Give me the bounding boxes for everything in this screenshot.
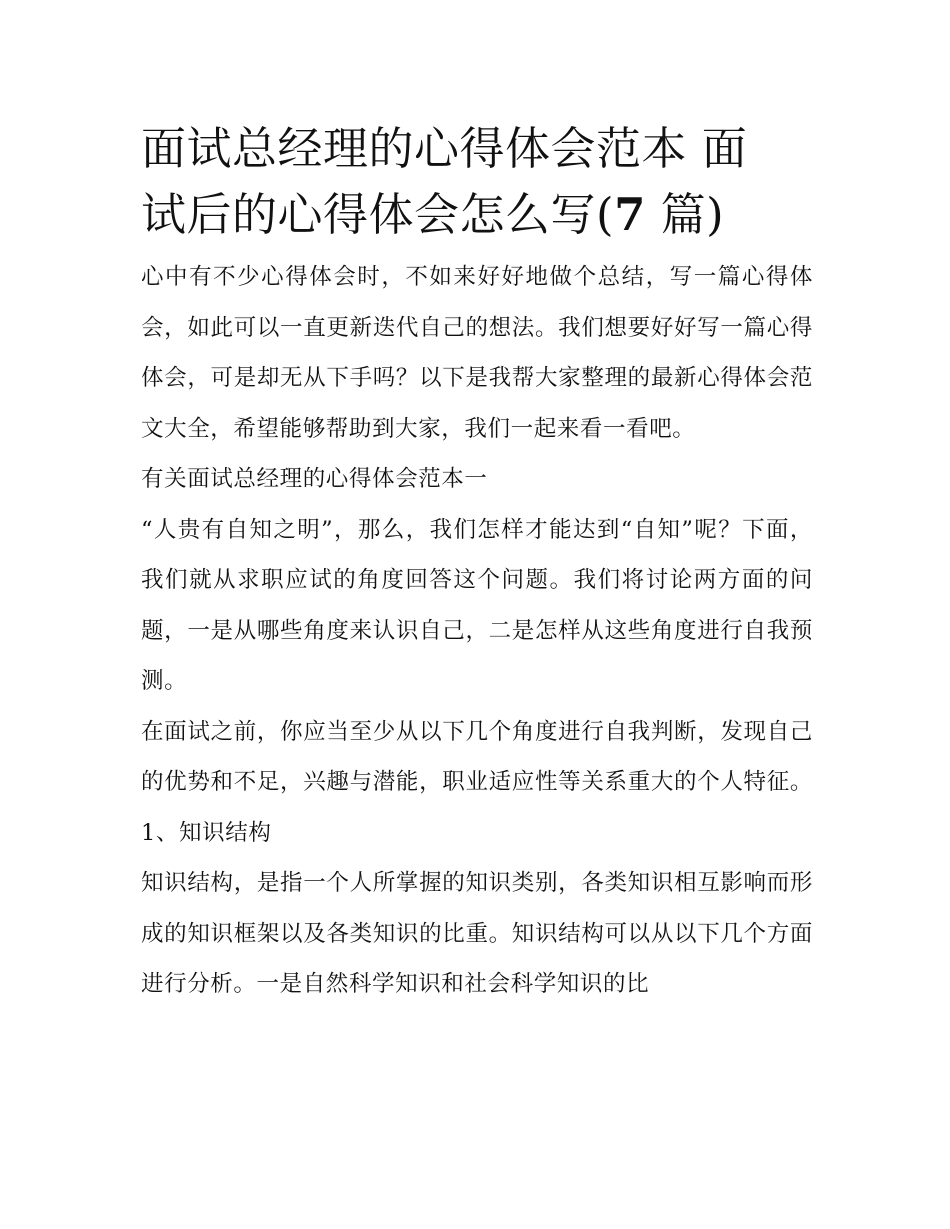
self-assessment-paragraph: 在面试之前，你应当至少从以下几个角度进行自我判断，发现自己的优势和不足，兴趣与潜能，职业适应性等关系重大的个人特征。 1、知识结构 [141, 718, 813, 846]
document-body [141, 116, 813, 1010]
title-line-2-end: 篇) [645, 188, 725, 241]
knowledge-structure-paragraph: 知识结构，是指一个人所掌握的知识类别，各类知识相互影响而形成的知识框架以及各类知识的比重。知识结构可以从以下几个方面进行分析。一是自然科学知识和社会科学知识的比 [141, 870, 813, 997]
self-knowledge-paragraph: “人贵有自知之明”，那么，我们怎样才能达到“自知”呢？下面，我们就从求职应试的角度回答这个问题。我们将讨论两方面的问题，一是从哪些角度来认识自己，二是怎样从这些角度进行自我预测。 [141, 516, 813, 694]
intro-paragraph: 心中有不少心得体会时，不如来好好地做个总结，写一篇心得体会，如此可以一直更新迭代自己的想法。我们想要好好写一篇心得体会，可是却无从下手吗？以下是我帮大家整理的最新心得体会范文大全，希望能够帮助到大家，我们一起来看一看吧。 [141, 264, 813, 442]
title-line-2-start: 试后的心得体会怎么写( [141, 188, 615, 241]
title-number: 7 [614, 188, 646, 241]
document-title [141, 116, 813, 248]
title-line-1: 面试总经理的心得体会范本 面 [141, 122, 748, 175]
section-heading: 有关面试总经理的心得体会范本一 [141, 466, 488, 492]
